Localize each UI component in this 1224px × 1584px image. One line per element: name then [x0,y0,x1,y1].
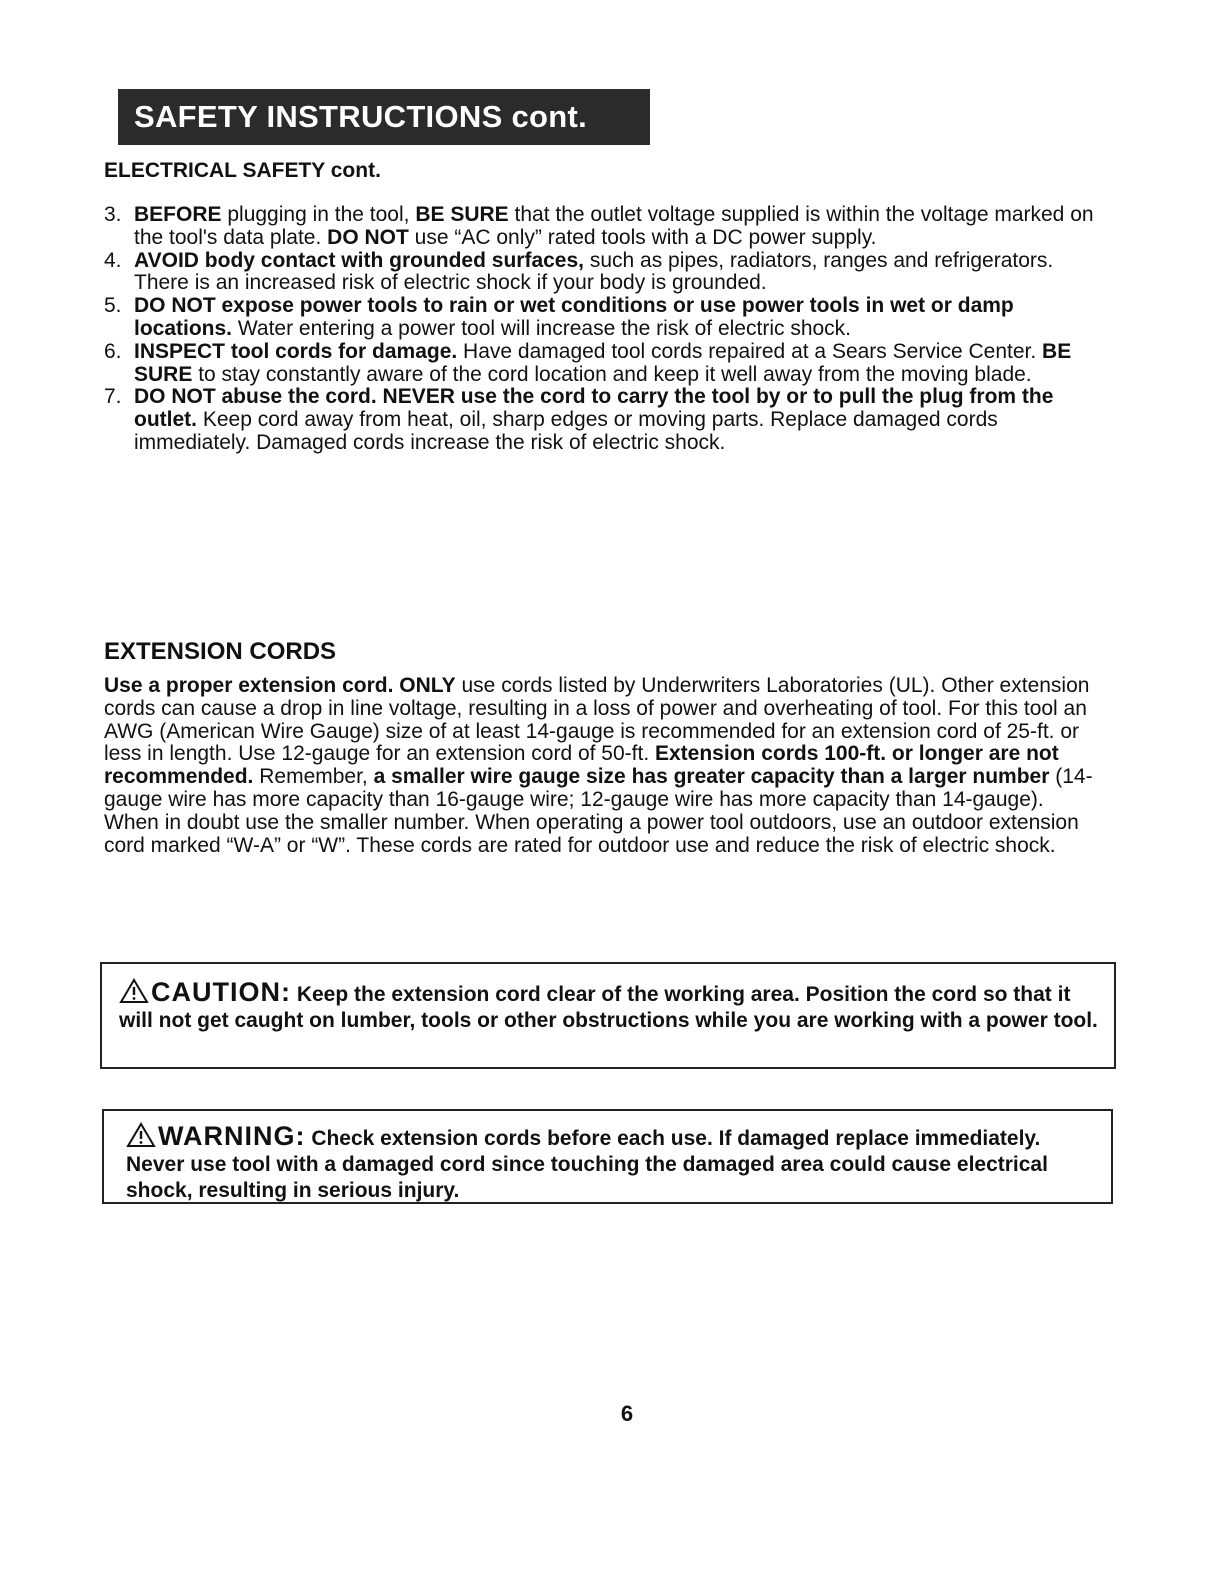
item-text: Water entering a power tool will increase the risk of electric shock. [232,316,852,340]
list-item [104,386,1104,454]
warning-box [102,1109,1113,1204]
bold-text: DO NOT expose power tools to rain or wet conditions or use power tools in wet or damp locations. [134,294,1014,340]
paragraph-text: Remember, [253,765,374,789]
list-item [104,204,1104,250]
bold-text: BE SURE [415,203,509,226]
caution-text: Keep the extension cord clear of the working area. Position the cord so that it will not get caught on lumber, tools or other obstructions while you are working with a power tool. [119,983,1098,1032]
electrical-safety-subheading: ELECTRICAL SAFETY cont. [104,159,381,182]
item-text: Keep cord away from heat, oil, sharp edges or moving parts. Replace damaged cords immediately. Damaged cords increase the risk of electric shock. [134,408,998,454]
item-text: plugging in the tool, [221,203,416,226]
bold-text: BEFORE [134,203,222,226]
bold-text: INSPECT tool cords for damage. [134,339,458,363]
list-item [104,295,1104,341]
caution-label: CAUTION: [151,977,291,1007]
item-number: 3. [104,203,122,226]
bold-text: BE SURE [134,339,1072,386]
extension-cords-paragraph [104,675,1104,857]
list-item [104,250,1104,296]
list-item [104,341,1104,387]
warning-text: Check extension cords before each use. If damaged replace immediately. Never use tool with a damaged cord since touching the damaged area could cause electrical shock, resulting in serious injury. [126,1127,1048,1202]
bold-text: Extension cords 100-ft. or longer are not recommended. [104,742,1059,789]
item-text: Have damaged tool cords repaired at a Sears Service Center. [457,339,1043,363]
caution-box [100,962,1116,1069]
bold-text: DO NOT [327,225,409,249]
item-number: 7. [104,385,122,409]
item-text: to stay constantly aware of the cord location and keep it well away from the moving blade. [192,362,1032,386]
warning-triangle-icon [126,1122,156,1148]
item-text: such as pipes, radiators, ranges and refrigerators. There is an increased risk of electric shock if your body is grounded. [134,248,1054,295]
warning-label: WARNING: [158,1121,306,1151]
paragraph-text: (14-gauge wire has more capacity than 16-gauge wire; 12-gauge wire has more capacity than 14-gauge). When in doubt use the smaller number. When operating a power tool outdoors, use an outdoor extension cord marked “W-A” or “W”. These cords are rated for outdoor use and reduce the risk of electric shock. [104,765,1093,857]
extension-cords-heading: EXTENSION CORDS [104,638,337,665]
bold-text: AVOID body contact with grounded surfaces, [134,248,584,272]
bold-text: a smaller wire gauge size has greater capacity than a larger number [373,765,1050,789]
electrical-safety-list [104,204,1104,455]
bold-text: DO NOT abuse the cord. NEVER use the cord to carry the tool by or to pull the plug from the outlet. [134,385,1054,432]
section-banner [118,89,650,145]
item-text: use “AC only” rated tools with a DC power supply. [408,225,877,249]
bold-text: Use a proper extension cord. ONLY [104,674,456,697]
item-number: 4. [104,248,122,272]
banner-title: SAFETY INSTRUCTIONS cont. [134,99,588,134]
paragraph-text: use cords listed by Underwriters Laboratories (UL). Other extension cords can cause a drop in line voltage, resulting in a loss of power and overheating of tool. For this tool an AWG (American Wire Gauge) size of at least 14-gauge is recommended for an extension cord of 25-ft. or less in length. Use 12-gauge for an extension cord of 50-ft. [104,674,1090,766]
page-number: 6 [620,1401,634,1426]
warning-triangle-icon [119,978,149,1004]
item-number: 5. [104,294,122,318]
item-number: 6. [104,339,122,363]
item-text: that the outlet voltage supplied is within the voltage marked on the tool's data plate. [134,203,1094,249]
